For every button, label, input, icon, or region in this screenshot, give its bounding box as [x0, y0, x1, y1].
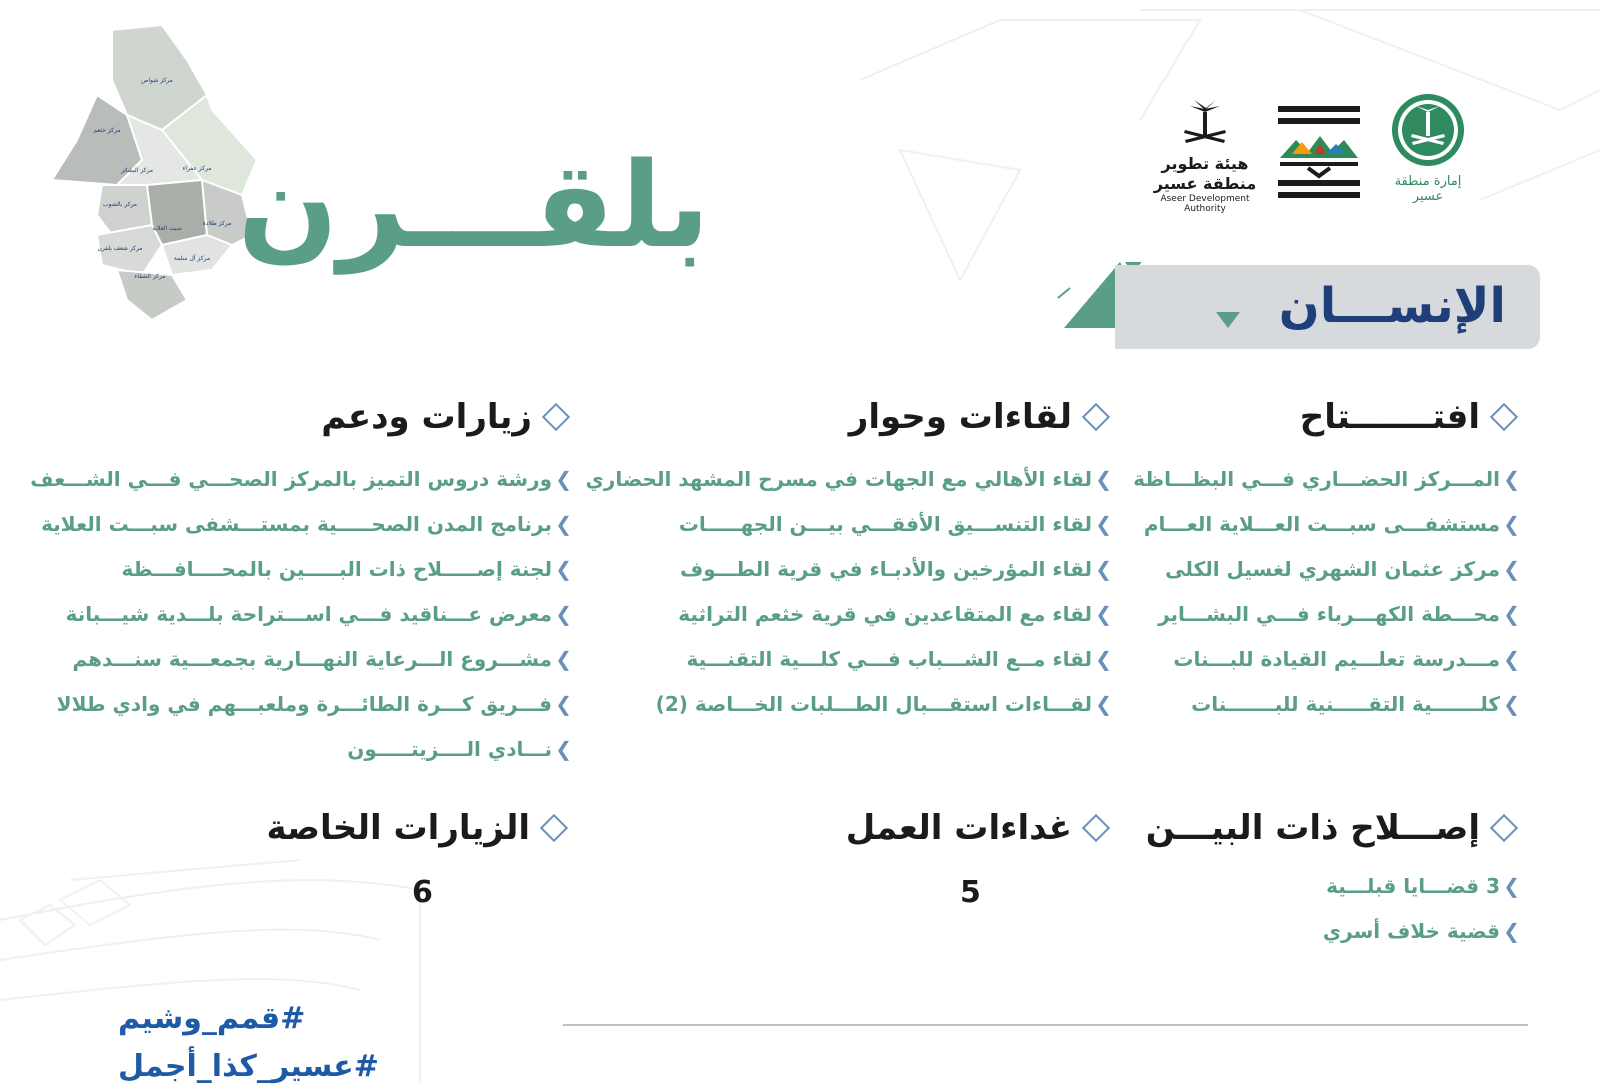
emirate-emblem-icon: [1378, 90, 1478, 170]
region-title: بلقـــرن: [237, 136, 710, 274]
list-item: ❯ قضية خلاف أسري: [1322, 918, 1520, 943]
map-label: مركز بالشوب: [102, 201, 138, 208]
column-title: الزيارات الخاصة: [266, 808, 530, 848]
chevron-icon: ❯: [1095, 691, 1112, 716]
map-label: مركز البشائر: [120, 167, 154, 174]
authority-name: هيئة تطوير منطقة عسير: [1153, 154, 1257, 193]
list-item: ❯ محـــطة الكهـــرباء فـــي البشـــاير: [1158, 601, 1520, 626]
column-title: لقاءات وحوار: [848, 397, 1072, 437]
chevron-icon: ❯: [1503, 873, 1520, 898]
emirate-logo: [1378, 90, 1478, 202]
chevron-icon: ❯: [1503, 511, 1520, 536]
chevron-icon: ❯: [555, 691, 572, 716]
list-item: ❯ مركز عثمان الشهري لغسيل الكلى: [1165, 556, 1520, 581]
column-header: [812, 803, 1112, 853]
list-item: ❯ كلـــــــية التقـــــنية للبـــــــنات: [1191, 691, 1520, 716]
chevron-icon: ❯: [555, 556, 572, 581]
list-item: ❯ لقاء مع المتقاعدين في قرية خثعم التراثية: [678, 601, 1112, 626]
column-header: [52, 392, 572, 442]
list-item: ❯ نـــادي الــــزيتـــــون: [347, 736, 572, 761]
column-visits: [30, 392, 572, 771]
item-list: [1120, 456, 1520, 726]
caret-down-icon: [1215, 311, 1241, 329]
list-item: ❯ لجنة إصـــــلاح ذات البـــــين بالمحــــافـــظة: [121, 556, 572, 581]
emirate-name: إمارة منطقة عسير: [1394, 174, 1462, 204]
column-header: [592, 392, 1112, 442]
chevron-icon: ❯: [1095, 556, 1112, 581]
footer-divider: [563, 1024, 1528, 1026]
map-label: مركز خثعم: [93, 127, 121, 134]
list-item: ❯ لقاء المؤرخين والأدبـاء في قرية الطـــوف: [679, 556, 1112, 581]
column-special-visits: [266, 803, 570, 853]
chevron-icon: ❯: [1503, 918, 1520, 943]
list-item: ❯ فـــريق كـــرة الطائـــرة وملعبـــهم في وادي طلالا: [56, 691, 572, 716]
list-item: ❯ برنامج المدن الصحـــــية بمستـــشفى سبـــت العلاية: [41, 511, 572, 536]
list-item: ❯ مستشفـــى سبـــت العـــلاية العـــام: [1143, 511, 1520, 536]
list-item: ❯ لقـــاءات استقـــبال الطـــلبات الخـــاصة (2): [655, 691, 1112, 716]
column-meetings: [585, 392, 1112, 726]
item-list: [30, 456, 572, 771]
chevron-icon: ❯: [1095, 511, 1112, 536]
list-item: ❯ 3 قضـــايا قبلـــية: [1326, 873, 1520, 898]
diamond-icon: [1082, 814, 1110, 842]
map-label: مركز آل سلمة: [173, 255, 211, 262]
list-item: ❯ لقاء التنســـيق الأفقـــي بيـــن الجهـــــات: [678, 511, 1112, 536]
chevron-icon: ❯: [1503, 646, 1520, 671]
authority-name-en: Aseer Development Authority: [1160, 194, 1250, 214]
section-banner: [1115, 265, 1540, 349]
list-item: ❯ المـــركز الحضـــاري فـــي البظـــاظة: [1133, 466, 1520, 491]
chevron-icon: ❯: [1503, 601, 1520, 626]
column-title: إصـــلاح ذات البيـــن: [1145, 808, 1480, 848]
chevron-icon: ❯: [1503, 691, 1520, 716]
diamond-icon: [1490, 403, 1518, 431]
diamond-icon: [1490, 814, 1518, 842]
chevron-icon: ❯: [555, 466, 572, 491]
mountains-logo-icon: [1278, 106, 1360, 198]
special-visits-count: 6: [412, 875, 433, 910]
list-item: ❯ مـــدرسة تعلـــيم القيادة للبـــنات: [1173, 646, 1520, 671]
map-label: مركز عفراء: [182, 165, 212, 172]
column-reconciliation: [1120, 803, 1520, 953]
authority-logo: [1150, 100, 1260, 214]
map-label: مركز طلادة: [202, 220, 232, 227]
chevron-icon: ❯: [555, 736, 572, 761]
item-list: [1120, 863, 1520, 953]
palm-swords-icon: [1150, 100, 1260, 150]
column-title: غداءات العمل: [845, 808, 1072, 848]
chevron-icon: ❯: [1095, 601, 1112, 626]
chevron-icon: ❯: [1503, 466, 1520, 491]
list-item: ❯ لقاء الأهالي مع الجهات في مسرح المشهد الحضاري: [585, 466, 1112, 491]
item-list: [585, 456, 1112, 726]
chevron-icon: ❯: [1503, 556, 1520, 581]
diamond-icon: [540, 814, 568, 842]
column-header: [1120, 392, 1520, 442]
list-item: ❯ مشـــروع الـــرعاية النهـــارية بجمعـــية سنـــدهم: [72, 646, 572, 671]
column-work-lunches: [812, 803, 1112, 853]
footer-hashtags: #قمم_وشيم #عسير_كذا_أجمل: [118, 1001, 379, 1084]
chevron-icon: ❯: [555, 601, 572, 626]
chevron-icon: ❯: [1095, 466, 1112, 491]
list-item: ❯ ورشة دروس التميز بالمركز الصحـــي فـــي الشـــعف: [30, 466, 572, 491]
chevron-icon: ❯: [1095, 646, 1112, 671]
column-title: افتـــــــتاح: [1299, 397, 1480, 437]
chevron-icon: ❯: [555, 646, 572, 671]
column-header: [266, 803, 570, 853]
map-label: مركز شعف بلقرن: [97, 245, 143, 252]
list-item: ❯ لقاء مــع الشـــباب فـــي كلـــية التقنـــية: [686, 646, 1112, 671]
section-title: الإنســـان: [1278, 278, 1506, 334]
map-label: سبت العلاية: [152, 225, 182, 232]
column-opening: [1120, 392, 1520, 726]
map-label: مركز شواص: [141, 77, 173, 84]
diamond-icon: [542, 403, 570, 431]
map-label: مركز الشقاء: [134, 273, 166, 280]
diamond-icon: [1082, 403, 1110, 431]
work-lunches-count: 5: [960, 875, 981, 910]
column-header: [1120, 803, 1520, 853]
list-item: ❯ معرض عـــناقيد فـــي اســـتراحة بلـــدية شيـــبانة: [65, 601, 572, 626]
chevron-icon: ❯: [555, 511, 572, 536]
column-title: زيارات ودعم: [321, 397, 532, 437]
